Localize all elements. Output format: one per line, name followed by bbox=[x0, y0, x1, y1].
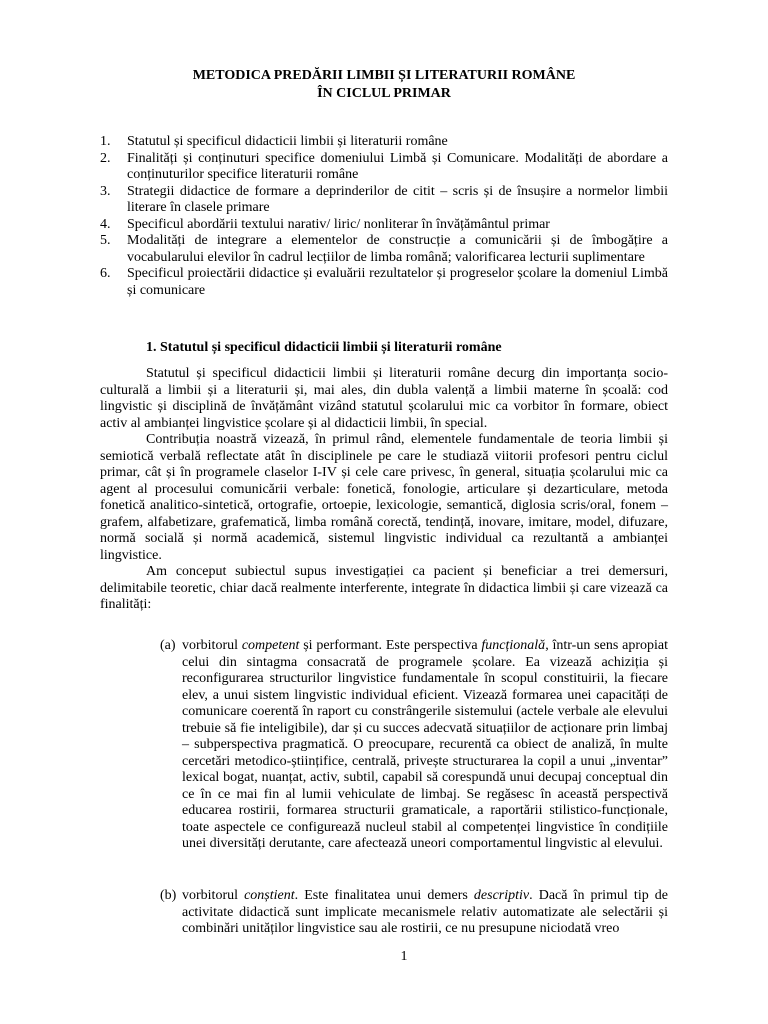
emphasis-text: descriptiv bbox=[473, 888, 530, 903]
toc-item-text: Specificul proiectării didactice și evaluării rezultatelor și progreselor școlare la domeniul Limbă și comunicare bbox=[127, 266, 668, 298]
toc-item bbox=[100, 266, 668, 299]
toc-item-number: 6. bbox=[100, 266, 111, 281]
toc-item-number: 1. bbox=[100, 134, 111, 149]
paragraph: Statutul și specificul didacticii limbii și literaturii române decurg din importanța socio-culturală a limbii și a literaturii și, mai ales, din dubla valență a limbii materne în școală: cod lingvistic și disciplină de învățământ vizând statutul școlarului mic ca vorbitor în formare, obiect activ al ambianței lingvistice școlare și al didacticii limbii, în special. bbox=[100, 366, 668, 431]
emphasis-text: conștient bbox=[244, 888, 295, 903]
text-run: . Este finalitatea unui demers bbox=[294, 888, 474, 903]
list-item-text bbox=[182, 638, 668, 853]
list-marker: (a) bbox=[160, 638, 176, 653]
document-title-line-1: METODICA PREDĂRII LIMBII ȘI LITERATURII ROMÂNE bbox=[192, 68, 576, 83]
toc-item-text: Specificul abordării textului narativ/ liric/ nonliterar în învățământul primar bbox=[127, 216, 550, 232]
list-item-a bbox=[160, 638, 668, 853]
toc-item-text: Modalități de integrare a elementelor de construcție a comunicării și de îmbogățire a vocabularului elevilor în cadrul lecțiilor de limba română; valorificarea lecturii suplimentare bbox=[127, 233, 668, 265]
list-marker: (b) bbox=[160, 888, 177, 903]
toc-item-text: Statutul și specificul didacticii limbii și literaturii române bbox=[127, 134, 448, 149]
toc-item-number: 5. bbox=[100, 233, 111, 248]
list-item-b bbox=[160, 888, 668, 938]
emphasis-text: competent bbox=[241, 638, 300, 653]
text-run: , într-un sens apropiat celui din sintagma consacrată de programele școlare. Ea vizează achiziția și reconfigurarea structurilor lingvistice fundamentale în scopul constituirii, la fiecare elev, a unui sistem lingvistic individual eficient. Vizează formarea unei capacități de comunicare coerentă în raport cu constrângerile sistemului (actele verbale ale elevului trebuie să fie inteligibile), dar și cu succes adecvată situațiilor de acționare prin limbaj – subperspectiva pragmatică. O preocupare, recurentă ca obiect de analiză, în multe cercetări metodico-științifice, centrală, privește structurarea la copil a unui „inventar” lexical bogat, nuanțat, activ, subtil, capabil să corespundă unui decupaj conceptual din ce în ce mai fin al lumii vehiculate de limbaj. Se regăsesc în această perspectivă educarea rostirii, formarea structurii gramaticale, a raportării stilistico-funcționale, toate aspectele ce configurează nucleul stabil al competenței lingvistice în condițiile unei diversități derutante, care afectează uneori comportamentul lingvistic al elevului. bbox=[182, 638, 668, 851]
table-of-contents bbox=[100, 134, 668, 299]
toc-item-text: Strategii didactice de formare a deprinderilor de citit – scris și de însușire a normelor limbii literare în clasele primare bbox=[127, 183, 668, 215]
page-number: 1 bbox=[400, 949, 408, 964]
toc-item-number: 4. bbox=[100, 216, 111, 232]
toc-item-number: 3. bbox=[100, 183, 111, 199]
toc-item bbox=[100, 217, 668, 234]
paragraph: Contribuția noastră vizează, în primul rând, elementele fundamentale de teoria limbii și semiotică verbală reflectate atât în disciplinele pe care le studiază viitorii profesori pentru ciclul primar, cât și în programele claselor I-IV și cele care privesc, în general, situația școlarului mic ca agent al procesului comunicării verbale: fonetică, fonologie, articulare și dezarticulare, metoda fonetică analitico-sintetică, ortografie, ortoepie, lexicologie, semantică, diglosia scris/oral, fonem – grafem, alfabetizare, grafematică, limba română corectă, tendință, inovare, imitare, model, difuzare, normă socială și normă academică, sistemul lingvistic individual ca rezultantă a ambianței lingvistice. bbox=[100, 432, 668, 563]
toc-item bbox=[100, 151, 668, 184]
section-heading: 1. Statutul și specificul didacticii limbii și literaturii române bbox=[146, 340, 502, 355]
section-body bbox=[100, 366, 668, 614]
paragraph: Am conceput subiectul supus investigației ca pacient și beneficiar a trei demersuri, delimitabile teoretic, chiar dacă realmente interferente, integrate în didactica limbii și care vizează ca finalități: bbox=[100, 564, 668, 612]
toc-item bbox=[100, 134, 668, 151]
toc-item-text: Finalități și conținuturi specifice domeniului Limbă și Comunicare. Modalități de abordare a conținuturilor specifice literaturii române bbox=[127, 150, 668, 182]
document-title-line-2: ÎN CICLUL PRIMAR bbox=[317, 86, 451, 101]
text-run: vorbitorul bbox=[182, 638, 242, 653]
text-run: . Dacă în primul tip de activitate didactică sunt implicate mecanismele relativ automatizate ale selectării și combinări unităților lingvistice sau ale rostirii, ce nu presupune niciodată vreo bbox=[182, 888, 669, 936]
toc-item-number: 2. bbox=[100, 150, 111, 166]
emphasis-text: funcțională bbox=[481, 638, 546, 653]
list-item-text bbox=[182, 888, 668, 938]
toc-item bbox=[100, 233, 668, 266]
text-run: și performant. Este perspectiva bbox=[299, 638, 482, 653]
text-run: vorbitorul bbox=[182, 888, 245, 903]
toc-item bbox=[100, 184, 668, 217]
